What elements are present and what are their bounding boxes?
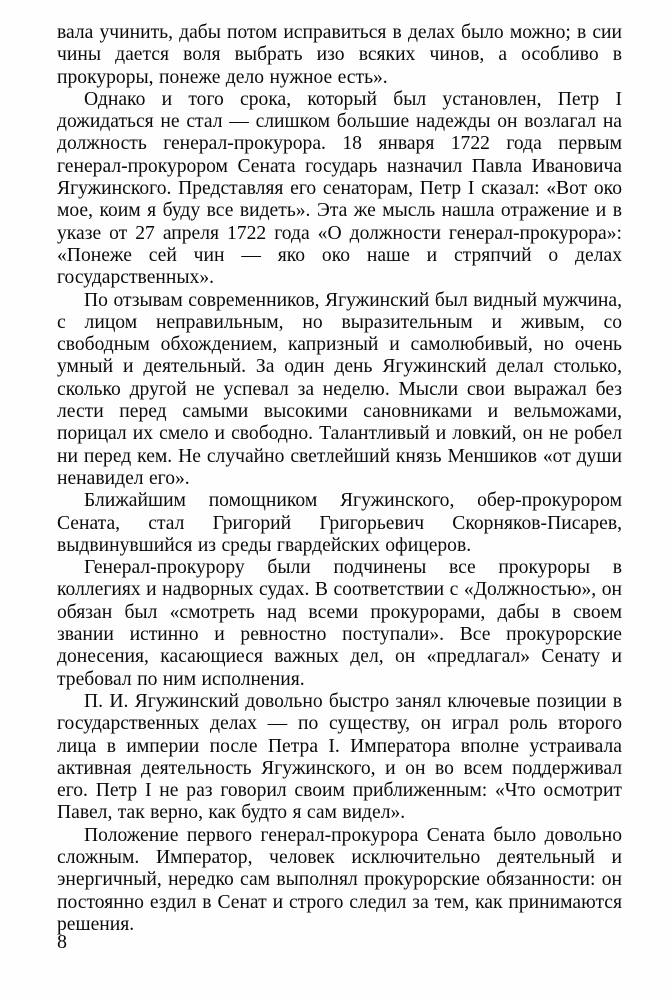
paragraph-continuation: вала учинить, дабы потом исправиться в делах было можно; в сии чины дается воля выбрать изо всяких чинов, а особливо в прокуроры, понеже дело нужное есть». <box>57 22 622 88</box>
body-text <box>57 22 622 936</box>
paragraph: Однако и того срока, который был установлен, Петр I дожидаться не стал — слишком большие надежды он возлагал на должность генерал-прокурора. 18 января 1722 года первым генерал-прокурором Сената государь назначил Павла Ивановича Ягужинского. Представляя его сенаторам, Петр I сказал: «Вот око мое, коим я буду все видеть». Эта же мысль нашла отражение и в указе от 27 апреля 1722 года «О должности генерал-прокурора»: «Понеже сей чин — яко око наше и стряпчий о делах государственных». <box>57 88 622 289</box>
paragraph: Положение первого генерал-прокурора Сената было довольно сложным. Император, человек исключительно деятельный и энергичный, нередко сам выполнял прокурорские обязанности: он постоянно ездил в Сенат и строго следил за тем, как принимаются решения. <box>57 824 622 935</box>
page-number: 8 <box>57 931 67 953</box>
paragraph: Генерал-прокурору были подчинены все прокуроры в коллегиях и надворных судах. В соответствии с «Должностью», он обязан был «смотреть над всеми прокурорами, дабы в своем звании истинно и ревностно поступали». Все прокурорские донесения, касающиеся важных дел, он «предлагал» Сенату и требовал по ним исполнения. <box>57 557 622 690</box>
paragraph: По отзывам современников, Ягужинский был видный мужчина, с лицом неправильным, но выразительным и живым, со свободным обхождением, капризный и самолюбивый, но очень умный и деятельный. За один день Ягужинский делал столько, сколько другой не успевал за неделю. Мысли свои выражал без лести перед самыми высокими сановниками и вельможами, порицал их смело и свободно. Талантливый и ловкий, он не робел ни перед кем. Не случайно светлейший князь Меншиков «от души ненавидел его». <box>57 289 622 489</box>
paragraph: П. И. Ягужинский довольно быстро занял ключевые позиции в государственных делах — по существу, он играл роль второго лица в империи после Петра I. Императора вполне устраивала активная деятельность Ягужинского, и он во всем поддерживал его. Петр I не раз говорил своим приближенным: «Что осмотрит Павел, так верно, как будто я сам видел». <box>57 690 622 824</box>
paragraph: Ближайшим помощником Ягужинского, обер-прокурором Сената, стал Григорий Григорьевич Скорняков-Писарев, выдвинувшийся из среды гвардейских офицеров. <box>57 490 622 556</box>
